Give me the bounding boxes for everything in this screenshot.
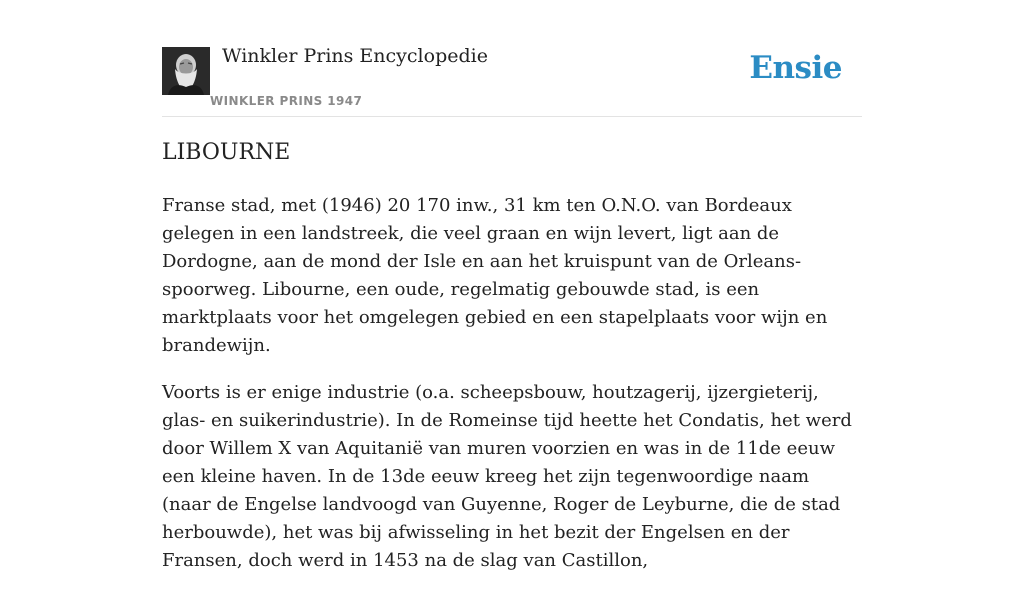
source-title[interactable]: Winkler Prins Encyclopedie xyxy=(222,45,488,67)
article-body xyxy=(162,192,862,594)
article-paragraph: Voorts is er enige industrie (o.a. scheepsbouw, houtzagerij, ijzergieterij, glas- en suikerindustrie). In de Romeinse tijd heette het Condatis, het werd door Willem X van Aquitanië van muren voorzien en was in de 11de eeuw een kleine haven. In de 13de eeuw kreeg het zijn tegenwoordige naam (naar de Engelse landvoogd van Guyenne, Roger de Leyburne, die de stad herbouwde), het was bij afwisseling in het bezit der Engelsen en der Fransen, doch werd in 1453 na de slag van Castillon, xyxy=(162,382,852,571)
brand-logo[interactable]: Ensie xyxy=(749,50,842,86)
author-portrait-icon[interactable] xyxy=(162,47,210,95)
article-paragraph: Franse stad, met (1946) 20 170 inw., 31 km ten O.N.O. van Bordeaux gelegen in een landstreek, die veel graan en wijn levert, ligt aan de Dordogne, aan de mond der Isle en aan het kruispunt van de Orleans-spoorweg. Libourne, een oude, regelmatig gebouwde stad, is een marktplaats voor het omgelegen gebied en een stapelplaats voor wijn en brandewijn. xyxy=(162,195,828,356)
article-title: LIBOURNE xyxy=(162,140,291,165)
page-header xyxy=(162,0,862,117)
source-subtitle[interactable]: WINKLER PRINS 1947 xyxy=(210,94,363,108)
